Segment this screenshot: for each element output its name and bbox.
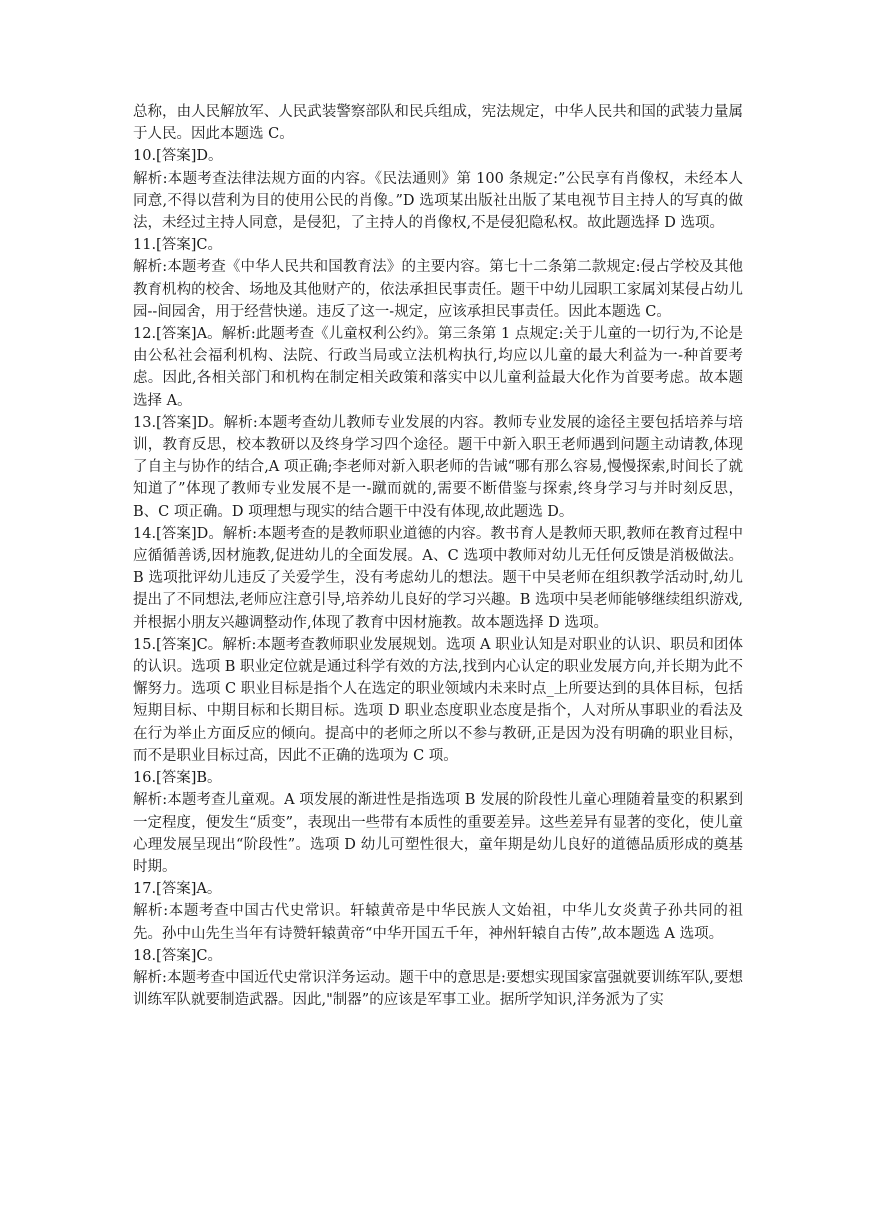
paragraph: 解析:本题考查中国古代史常识。轩辕黄帝是中华民族人文始祖，中华儿女炎黄子孙共同的祖先。孙中山先生当年有诗赞轩辕黄帝“中华开国五千年，神州轩辕自古传”,故本题选 A 选项。 (133, 903, 743, 942)
answer-heading-10: 10.[答案]D。 (133, 148, 223, 165)
answer-heading-18: 18.[答案]C。 (133, 947, 222, 964)
answer-heading-16: 16.[答案]B。 (133, 770, 222, 787)
paragraph: 解析:本题考查儿童观。A 项发展的渐进性是指选项 B 发展的阶段性儿童心理随着量变的积累到一定程度，便发生“质变”，表现出一些带有本质性的重要差异。这些差异有显著的变化，使儿童心理发展呈现出“阶段性”。选项 D 幼儿可塑性很大，童年期是幼儿良好的道德品质形成的奠基时期。 (133, 792, 743, 875)
paragraph: 12.[答案]A。解析:此题考查《儿童权利公约》。第三条第 1 点规定:关于儿童的一切行为,不论是由公私社会福利机构、法院、行政当局或立法机构执行,均应以儿童的最大利益为一-种首要考虑。因此,各相关部门和机构在制定相关政策和落实中以儿童利益最大化作为首要考虑。故本题选择 A。 (133, 326, 743, 409)
paragraph: 14.[答案]D。解析:本题考查的是教师职业道德的内容。教书育人是教师天职,教师在教育过程中应循循善诱,因材施教,促进幼儿的全面发展。A、C 选项中教师对幼儿无任何反馈是消极做法。B 选项批评幼儿违反了关爱学生，没有考虑幼儿的想法。题干中吴老师在组织教学活动时,幼儿提出了不同想法,老师应注意引导,培养幼儿良好的学习兴趣。B 选项中吴老师能够继续组织游戏,并根据小朋友兴趣调整动作,体现了教育中因材施教。故本题选择 D 选项。 (133, 525, 743, 631)
document-body (133, 101, 743, 1011)
paragraph: 解析:本题考查中国近代史常识洋务运动。题干中的意思是:要想实现国家富强就要训练军队,要想训练军队就要制造武器。因此,"制器”的应该是军事工业。据所学知识,洋务派为了实 (133, 969, 743, 1009)
answer-heading-11: 11.[答案]C。 (133, 237, 222, 254)
paragraph: 13.[答案]D。解析:本题考查幼儿教师专业发展的内容。教师专业发展的途径主要包括培养与培训，教育反思，校本教研以及终身学习四个途径。题干中新入职王老师遇到问题主动请教,体现了自主与协作的结合,A 项正确;李老师对新入职老师的告诫“哪有那么容易,慢慢探索,时间长了就知道了”体现了教师专业发展不是一-蹴而就的,需要不断借鉴与探索,终身学习与并时刻反思，B、C 项正确。D 项理想与现实的结合题干中没有体现,故此题选 D。 (133, 414, 743, 520)
paragraph: 15.[答案]C。解析:本题考查教师职业发展规划。选项 A 职业认知是对职业的认识、职员和团体的认识。选项 B 职业定位就是通过科学有效的方法,找到内心认定的职业发展方向,并长期为此不懈努力。选项 C 职业目标是指个人在选定的职业领域内未来时点_上所要达到的具体目标，包括短期目标、中期目标和长期目标。选项 D 职业态度职业态度是指个，人对所从事职业的看法及在行为举止方面反应的倾向。提高中的老师之所以不参与教研,正是因为没有明确的职业目标，而不是职业目标过高，因此不正确的选项为 C 项。 (133, 636, 743, 764)
answer-heading-17: 17.[答案]A。 (133, 881, 222, 898)
paragraph: 解析:本题考查《中华人民共和国教育法》的主要内容。第七十二条第二款规定:侵占学校及其他教育机构的校舍、场地及其他财产的，依法承担民事责任。题干中幼儿园职工家属刘某侵占幼儿园--间园舍，用于经营快递。违反了这一-规定，应该承担民事责任。因此本题选 C。 (133, 259, 743, 320)
paragraph: 总称，由人民解放军、人民武装警察部队和民兵组成，宪法规定，中华人民共和国的武装力量属于人民。因此本题选 C。 (133, 104, 743, 143)
paragraph: 解析:本题考查法律法规方面的内容。《民法通则》第 100 条规定:”公民享有肖像权，未经本人同意,不得以营利为目的使用公民的肖像。”D 选项某出版社出版了某电视节目主持人的写真的做法，未经过主持人同意，是侵犯，了主持人的肖像权,不是侵犯隐私权。故此题选择 D 选项。 (133, 170, 743, 232)
